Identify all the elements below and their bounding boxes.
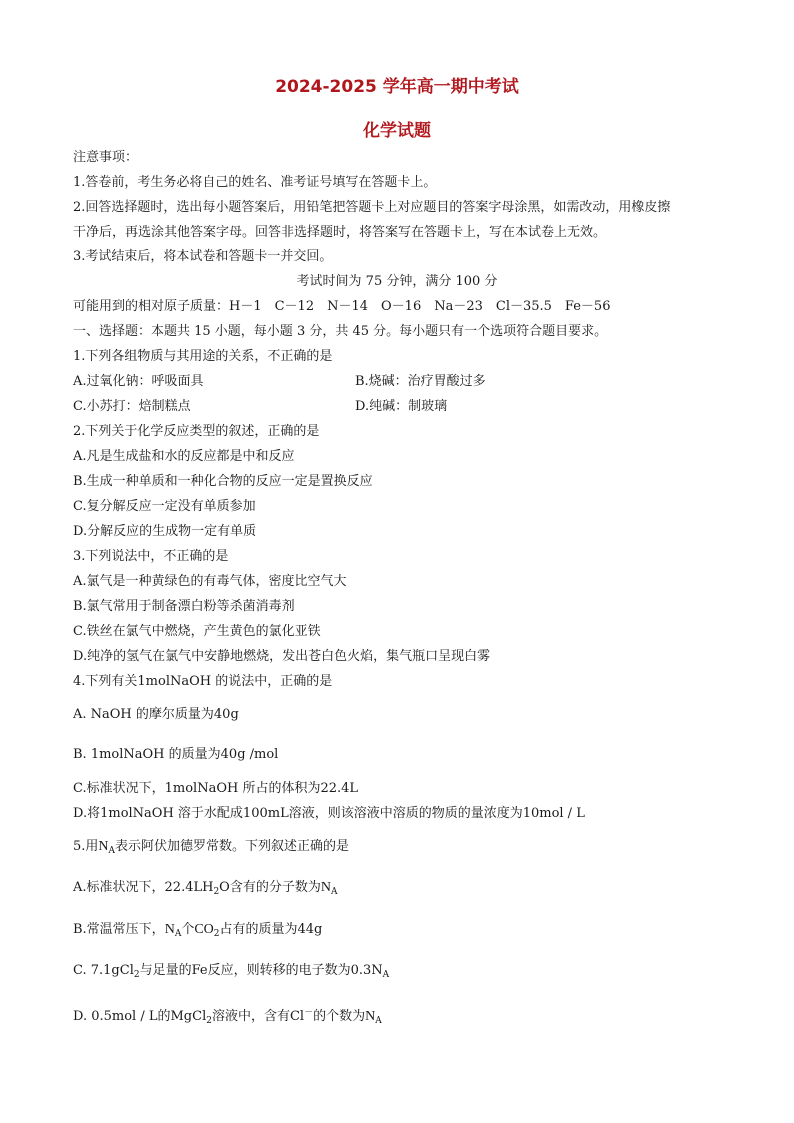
option-d-text-2: 溶液中，含有Cl bbox=[211, 1009, 305, 1024]
question-2-option-d: D.分解反应的生成物一定有单质 bbox=[73, 524, 257, 539]
question-3-stem: 3.下列说法中，不正确的是 bbox=[73, 549, 229, 564]
option-d-text: D. 0.5mol / L的MgCl bbox=[73, 1009, 207, 1024]
question-3-option-d: D.纯净的氢气在氯气中安静地燃烧，发出苍白色火焰，集气瓶口呈现白雾 bbox=[73, 649, 491, 664]
option-b-formula: CO bbox=[194, 922, 214, 937]
option-b-text: B.常温常压下， bbox=[73, 922, 165, 937]
question-1-option-b: B.烧碱：治疗胃酸过多 bbox=[355, 374, 486, 389]
question-3-option-c: C.铁丝在氯气中燃烧，产生黄色的氯化亚铁 bbox=[73, 624, 321, 639]
option-d-avogadro: N bbox=[365, 1009, 376, 1024]
question-5-stem bbox=[73, 839, 349, 859]
option-d-text-3: 的个数为 bbox=[313, 1009, 366, 1024]
avogadro-subscript: A bbox=[108, 846, 116, 856]
atomic-mass-info: 可能用到的相对原子质量：H－1 C－12 N－14 O－16 Na－23 Cl－35.5 Fe－56 bbox=[73, 299, 611, 314]
option-a-text-2: O含有的分子数为 bbox=[219, 880, 321, 895]
option-d-superscript: － bbox=[304, 1008, 314, 1018]
option-c-avogadro-subscript: A bbox=[382, 970, 390, 980]
option-b-formula-subscript: 2 bbox=[213, 929, 220, 939]
option-a-subscript: 2 bbox=[213, 887, 220, 897]
question-3-option-a: A.氯气是一种黄绿色的有毒气体，密度比空气大 bbox=[73, 574, 347, 589]
question-2-option-c: C.复分解反应一定没有单质参加 bbox=[73, 499, 256, 514]
question-5-option-b bbox=[73, 922, 322, 942]
option-a-avogadro: N bbox=[320, 880, 331, 895]
notice-item-2-line-1: 2.回答选择题时，选出每小题答案后，用铅笔把答题卡上对应题目的答案字母涂黑，如需改动，用橡皮擦 bbox=[73, 200, 671, 215]
question-1-option-c: C.小苏打：焙制糕点 bbox=[73, 399, 191, 414]
question-5-option-c bbox=[73, 963, 389, 983]
question-5-option-d bbox=[73, 1005, 382, 1029]
option-b-text-2: 个 bbox=[181, 922, 195, 937]
section-heading: 一、选择题：本题共 15 小题，每小题 3 分，共 45 分。每小题只有一个选项符合题目要求。 bbox=[73, 324, 608, 339]
question-5-stem-prefix: 5.用 bbox=[73, 839, 99, 854]
option-c-text-2: 与足量的Fe反应，则转移的电子数为0.3N bbox=[139, 963, 383, 978]
option-a-text: A.标准状况下，22.4LH bbox=[73, 880, 214, 895]
option-d-subscript: 2 bbox=[206, 1016, 212, 1026]
option-a-avogadro-subscript: A bbox=[330, 887, 338, 897]
notice-item-2-line-2: 干净后，再选涂其他答案字母。回答非选择题时，将答案写在答题卡上，写在本试卷上无效。 bbox=[73, 225, 607, 240]
question-3-option-b: B.氯气常用于制备漂白粉等杀菌消毒剂 bbox=[73, 599, 295, 614]
option-b-avogadro: N bbox=[164, 922, 175, 937]
notice-heading: 注意事项： bbox=[73, 150, 139, 165]
question-1-option-a: A.过氧化钠：呼吸面具 bbox=[73, 374, 204, 389]
notice-item-3: 3.考试结束后，将本试卷和答题卡一并交回。 bbox=[73, 249, 333, 264]
option-d-avogadro-subscript: A bbox=[375, 1016, 382, 1026]
question-4-stem: 4.下列有关1molNaOH 的说法中，正确的是 bbox=[73, 674, 333, 689]
question-4-option-b: B. 1molNaOH 的质量为40g /mol bbox=[73, 747, 279, 762]
exam-time-info: 考试时间为 75 分钟，满分 100 分 bbox=[296, 274, 498, 289]
question-2-option-a: A.凡是生成盐和水的反应都是中和反应 bbox=[73, 449, 295, 464]
question-1-option-d: D.纯碱：制玻璃 bbox=[355, 399, 448, 414]
option-b-text-3: 占有的质量为44g bbox=[219, 922, 323, 937]
question-4-option-a: A. NaOH 的摩尔质量为40g bbox=[73, 707, 239, 722]
question-4-option-d: D.将1molNaOH 溶于水配成100mL溶液，则该溶液中溶质的物质的量浓度为10mol / L bbox=[73, 806, 585, 821]
option-b-avogadro-subscript: A bbox=[174, 929, 182, 939]
option-c-subscript: 2 bbox=[133, 970, 140, 980]
option-c-text: C. 7.1gCl bbox=[73, 963, 134, 978]
question-4-option-c: C.标准状况下，1molNaOH 所占的体积为22.4L bbox=[73, 781, 359, 796]
question-5-stem-text: 表示阿伏加德罗常数。下列叙述正确的是 bbox=[115, 839, 350, 854]
question-5-option-a bbox=[73, 880, 337, 900]
exam-subject-title: 化学试题 bbox=[363, 121, 431, 141]
notice-item-1: 1.答卷前，考生务必将自己的姓名、准考证号填写在答题卡上。 bbox=[73, 175, 437, 190]
question-2-option-b: B.生成一种单质和一种化合物的反应一定是置换反应 bbox=[73, 474, 373, 489]
question-2-stem: 2.下列关于化学反应类型的叙述，正确的是 bbox=[73, 424, 320, 439]
exam-title: 2024-2025 学年高一期中考试 bbox=[275, 77, 519, 97]
question-1-stem: 1.下列各组物质与其用途的关系，不正确的是 bbox=[73, 349, 333, 364]
avogadro-symbol: N bbox=[98, 839, 109, 854]
